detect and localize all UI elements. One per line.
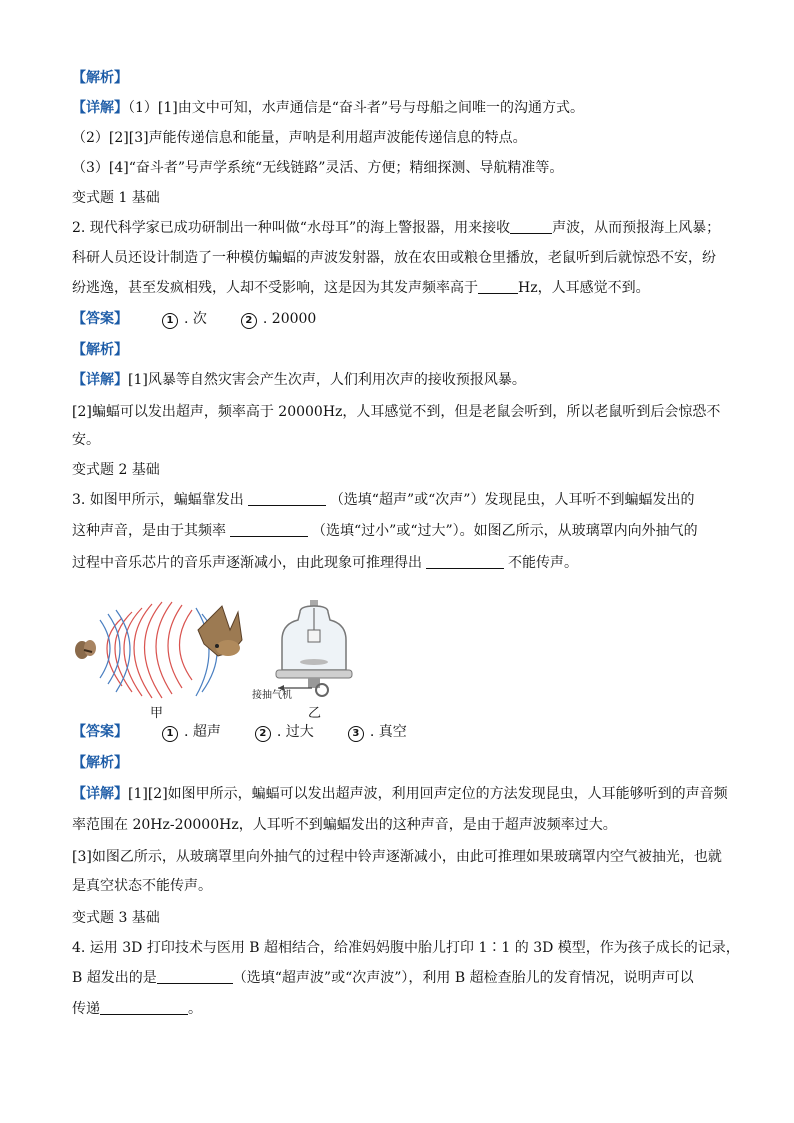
answer-blank: [510, 219, 552, 234]
figure: [72, 600, 372, 720]
text-line: 率范围在 20Hz-20000Hz，人耳听不到蝙蝠发出的这种声音，是由于超声波频率过大。: [72, 817, 617, 833]
text-segment: 这种声音，是由于其频率: [72, 523, 226, 539]
text-line: （3）[4]“奋斗者”号声学系统“无线链路”灵活、方便；精细探测、导航精准等。: [72, 160, 564, 176]
detail-line: [72, 370, 526, 390]
option-text: . 真空: [369, 724, 407, 740]
text-segment: B 超发出的是: [72, 970, 157, 986]
answer-line: [72, 722, 407, 742]
figure-illustration: [72, 600, 372, 720]
text-segment: Hz，人耳感觉不到。: [518, 280, 650, 296]
answer-option: [162, 309, 207, 329]
answer-tag: 【答案】: [72, 311, 128, 327]
circled-number: 2: [241, 313, 257, 329]
text-segment: （选填“过小”或“过大”）。如图乙所示，从玻璃罩内向外抽气的: [312, 523, 698, 539]
figure-caption-jia: 甲: [150, 706, 164, 721]
question-line: [72, 490, 694, 510]
bell-jar-icon: [276, 600, 352, 696]
detail-text: [1]风暴等自然灾害会产生次声，人们利用次声的接收预报风暴。: [128, 372, 526, 388]
bat-icon: [198, 606, 242, 656]
text-segment: 传递: [72, 1001, 100, 1017]
text-segment: （选填“超声”或“次声”）发现昆虫，人耳听不到蝙蝠发出的: [329, 492, 695, 508]
answer-option: [255, 722, 314, 742]
answer-tag: 【答案】: [72, 724, 128, 740]
text-line: （2）[2][3]声能传递信息和能量，声呐是利用超声波能传递信息的特点。: [72, 130, 527, 146]
question-line: [72, 968, 694, 988]
text-line: [2]蝙蝠可以发出超声，频率高于 20000Hz，人耳感觉不到，但是老鼠会听到，所以老鼠听到后会惊恐不: [72, 404, 721, 420]
detail-tag: 【详解】: [72, 372, 128, 388]
answer-blank: [100, 1000, 188, 1015]
detail-line: [72, 784, 728, 804]
question-line: [72, 999, 202, 1019]
question-line: [72, 553, 578, 573]
jiexi-heading-3: 【解析】: [72, 755, 128, 771]
circled-number: 1: [162, 313, 178, 329]
answer-blank: [478, 279, 518, 294]
answer-line: [72, 309, 316, 329]
jiexi-heading-2: 【解析】: [72, 342, 128, 358]
pump-label: 接抽气机: [252, 690, 292, 701]
text-segment: 过程中音乐芯片的音乐声逐渐减小，由此现象可推理得出: [72, 555, 422, 571]
text-line: [3]如图乙所示，从玻璃罩里向外抽气的过程中铃声逐渐减小，由此可推理如果玻璃罩内空气被抽光，也就: [72, 849, 722, 865]
detail-text: （1）[1]由文中可知，水声通信是“奋斗者”号与母船之间唯一的沟通方式。: [128, 100, 585, 116]
answer-blank: [426, 554, 504, 569]
text-segment: 3. 如图甲所示，蝙蝠靠发出: [72, 492, 244, 508]
jiexi-heading-1: 【解析】: [72, 70, 128, 86]
question-line: [72, 521, 698, 541]
echo-waves: [100, 608, 217, 696]
question-line: 4. 运用 3D 打印技术与医用 B 超相结合，给准妈妈腹中胎儿打印 1∶1 的 3D 模型，作为孩子成长的记录，: [72, 940, 740, 956]
variant-heading: 变式题 1 基础: [72, 190, 160, 206]
detail-text: [1][2]如图甲所示，蝙蝠可以发出超声波，利用回声定位的方法发现昆虫，人耳能够听到的声音频: [128, 786, 728, 802]
figure-caption-yi: 乙: [308, 706, 322, 721]
detail-line: [72, 98, 584, 118]
moth-icon: [75, 640, 96, 659]
circled-number: 3: [348, 726, 364, 742]
answer-blank: [157, 969, 233, 984]
question-line: 科研人员还设计制造了一种模仿蝙蝠的声波发射器，放在农田或粮仓里播放，老鼠听到后就惊恐不安，纷: [72, 250, 716, 266]
circled-number: 2: [255, 726, 271, 742]
text-segment: 2. 现代科学家已成功研制出一种叫做“水母耳”的海上警报器，用来接收: [72, 220, 511, 236]
answer-blank: [248, 491, 326, 506]
option-text: . 次: [184, 311, 207, 327]
text-segment: 纷逃逸，甚至发疯相残，人却不受影响，这是因为其发声频率高于: [72, 280, 478, 296]
text-segment: 不能传声。: [508, 555, 578, 571]
detail-tag: 【详解】: [72, 100, 128, 116]
answer-option: [162, 722, 221, 742]
variant-heading: 变式题 2 基础: [72, 462, 160, 478]
option-text: . 超声: [184, 724, 221, 740]
variant-heading: 变式题 3 基础: [72, 910, 160, 926]
circled-number: 1: [162, 726, 178, 742]
answer-option: [348, 722, 407, 742]
text-line: 安。: [72, 432, 100, 448]
detail-tag: 【详解】: [72, 786, 128, 802]
option-text: . 20000: [262, 311, 317, 327]
question-line: [72, 278, 650, 298]
question-line: [72, 218, 720, 238]
text-line: 是真空状态不能传声。: [72, 878, 212, 894]
answer-option: [241, 309, 316, 329]
text-segment: （选填“超声波”或“次声波”），利用 B 超检查胎儿的发育情况，说明声可以: [232, 970, 694, 986]
option-text: . 过大: [276, 724, 314, 740]
answer-blank: [230, 522, 308, 537]
text-segment: 。: [188, 1001, 202, 1017]
text-segment: 声波，从而预报海上风暴；: [552, 220, 721, 236]
